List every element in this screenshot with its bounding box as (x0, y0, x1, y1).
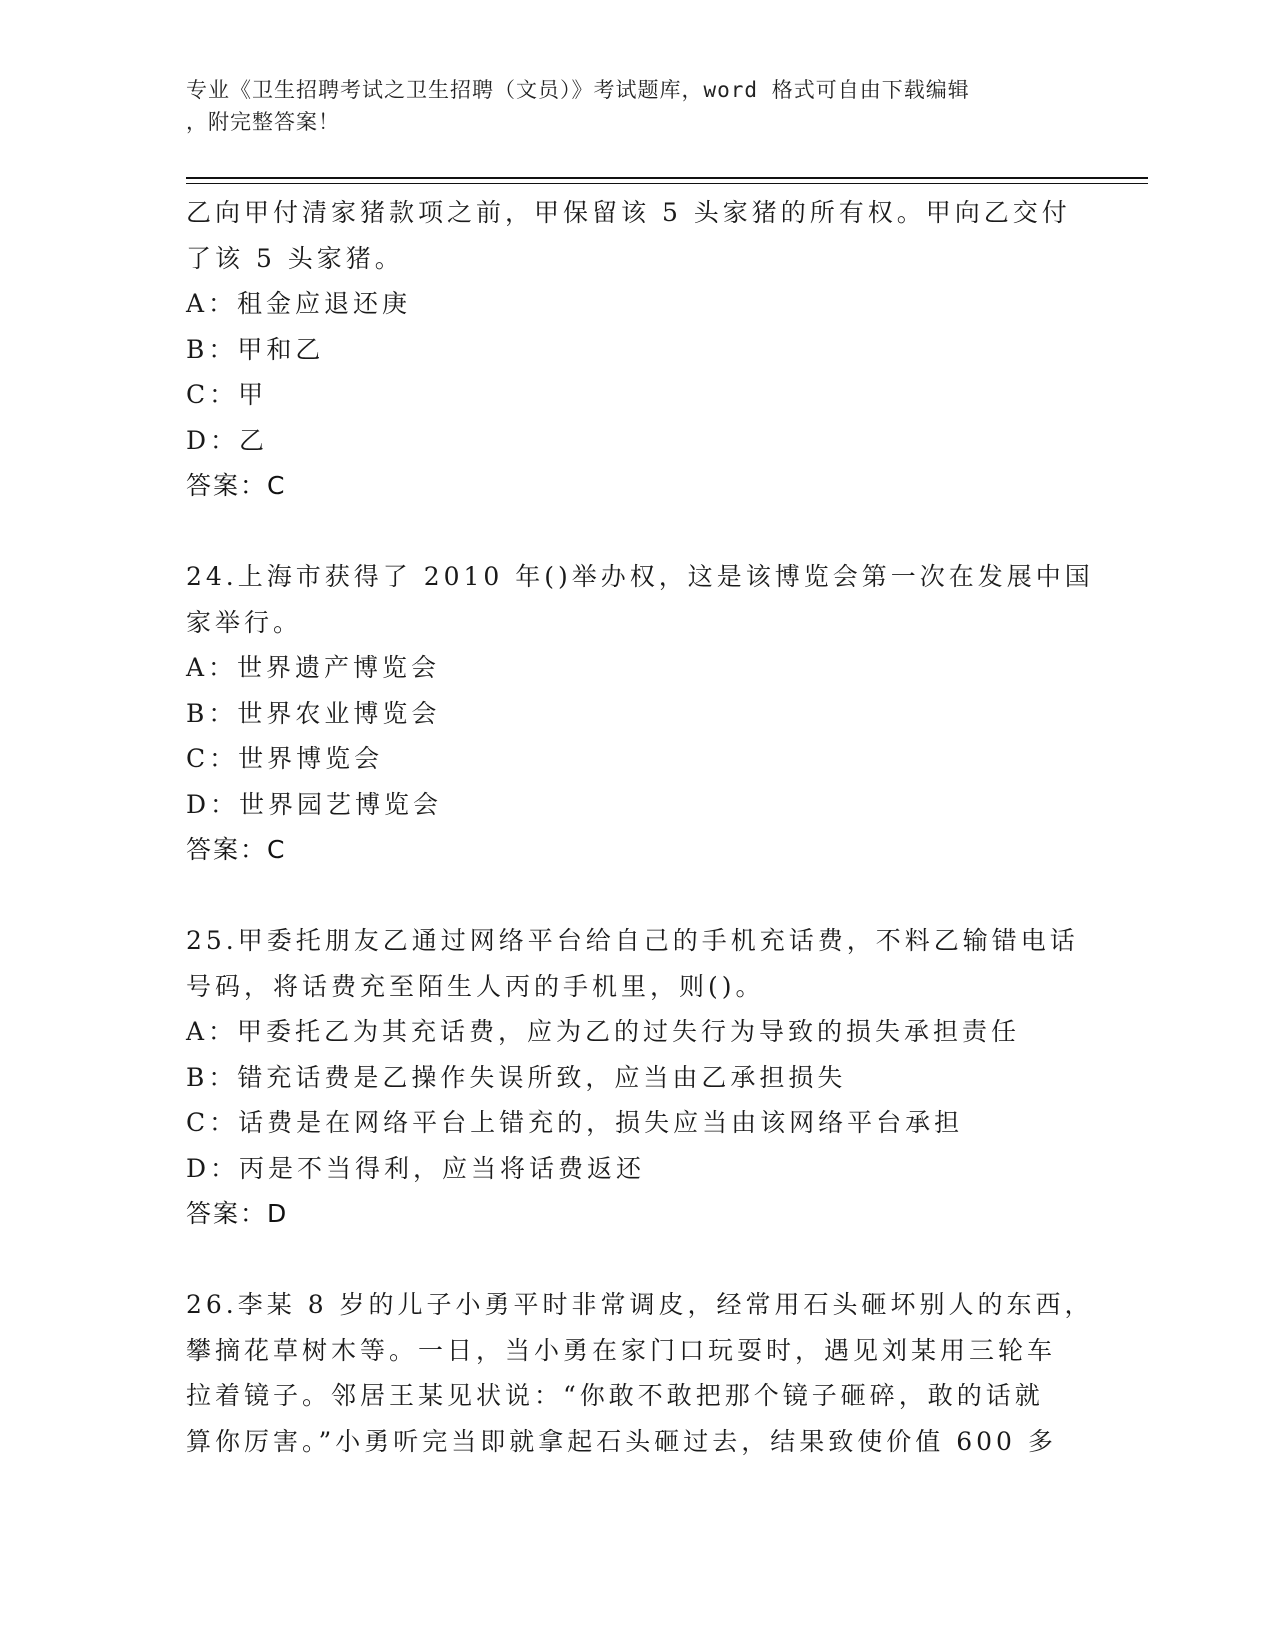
question-spacer (186, 1237, 1086, 1283)
header-rule-thick (186, 177, 1148, 179)
option-a: A：租金应退还庚 (186, 289, 412, 318)
header-line-1: 专业《卫生招聘考试之卫生招聘（文员）》考试题库，word 格式可自由下载编辑 (186, 78, 970, 102)
question-26 (186, 1282, 1094, 1464)
question-spacer (186, 509, 1086, 555)
option-b: B：世界农业博览会 (186, 698, 441, 728)
option-c: C：话费是在网络平台上错充的，损失应当由该网络平台承担 (186, 1108, 964, 1137)
option-b: B：错充话费是乙操作失误所致，应当由乙承担损失 (186, 1062, 847, 1092)
question-text-line: 算你厉害。”小勇听完当即就拿起石头砸过去，结果致使价值 600 多 (186, 1426, 1057, 1456)
question-text-line: 家举行。 (186, 607, 303, 637)
question-text-line: 24.上海市获得了 2010 年()举办权，这是该博览会第一次在发展中国 (186, 562, 1094, 591)
question-text-line: 26.李某 8 岁的儿子小勇平时非常调皮，经常用石头砸坏别人的东西， (186, 1290, 1094, 1319)
option-b: B：甲和乙 (186, 334, 325, 364)
question-text-line: 了该 5 头家猪。 (186, 243, 404, 273)
answer-label: 答案：C (186, 471, 287, 500)
question-spacer (186, 873, 1086, 919)
option-a: A：甲委托乙为其充话费，应为乙的过失行为导致的损失承担责任 (186, 1017, 1021, 1046)
option-a: A：世界遗产博览会 (186, 653, 441, 682)
question-25 (186, 918, 1086, 1237)
option-d: D：乙 (186, 425, 269, 455)
option-c: C：甲 (186, 380, 268, 409)
question-23 (186, 190, 1086, 509)
question-text-line: 乙向甲付清家猪款项之前，甲保留该 5 头家猪的所有权。甲向乙交付 (186, 198, 1071, 227)
option-d: D：世界园艺博览会 (186, 789, 443, 819)
question-text-line: 25.甲委托朋友乙通过网络平台给自己的手机充话费，不料乙输错电话 (186, 926, 1079, 955)
option-d: D：丙是不当得利，应当将话费返还 (186, 1153, 646, 1183)
question-text-line: 号码，将话费充至陌生人丙的手机里，则()。 (186, 971, 765, 1001)
question-24 (186, 554, 1094, 873)
answer-label: 答案：D (186, 1199, 289, 1228)
header-rule-thin (186, 183, 1148, 184)
document-header (186, 74, 1086, 138)
document-body (186, 190, 1094, 1464)
option-c: C：世界博览会 (186, 744, 384, 773)
header-line-2: ，附完整答案！ (186, 110, 340, 134)
question-text-line: 攀摘花草树木等。一日，当小勇在家门口玩耍时，遇见刘某用三轮车 (186, 1335, 1057, 1365)
answer-label: 答案：C (186, 835, 287, 864)
question-text-line: 拉着镜子。邻居王某见状说：“你敢不敢把那个镜子砸碎，敢的话就 (186, 1381, 1044, 1410)
